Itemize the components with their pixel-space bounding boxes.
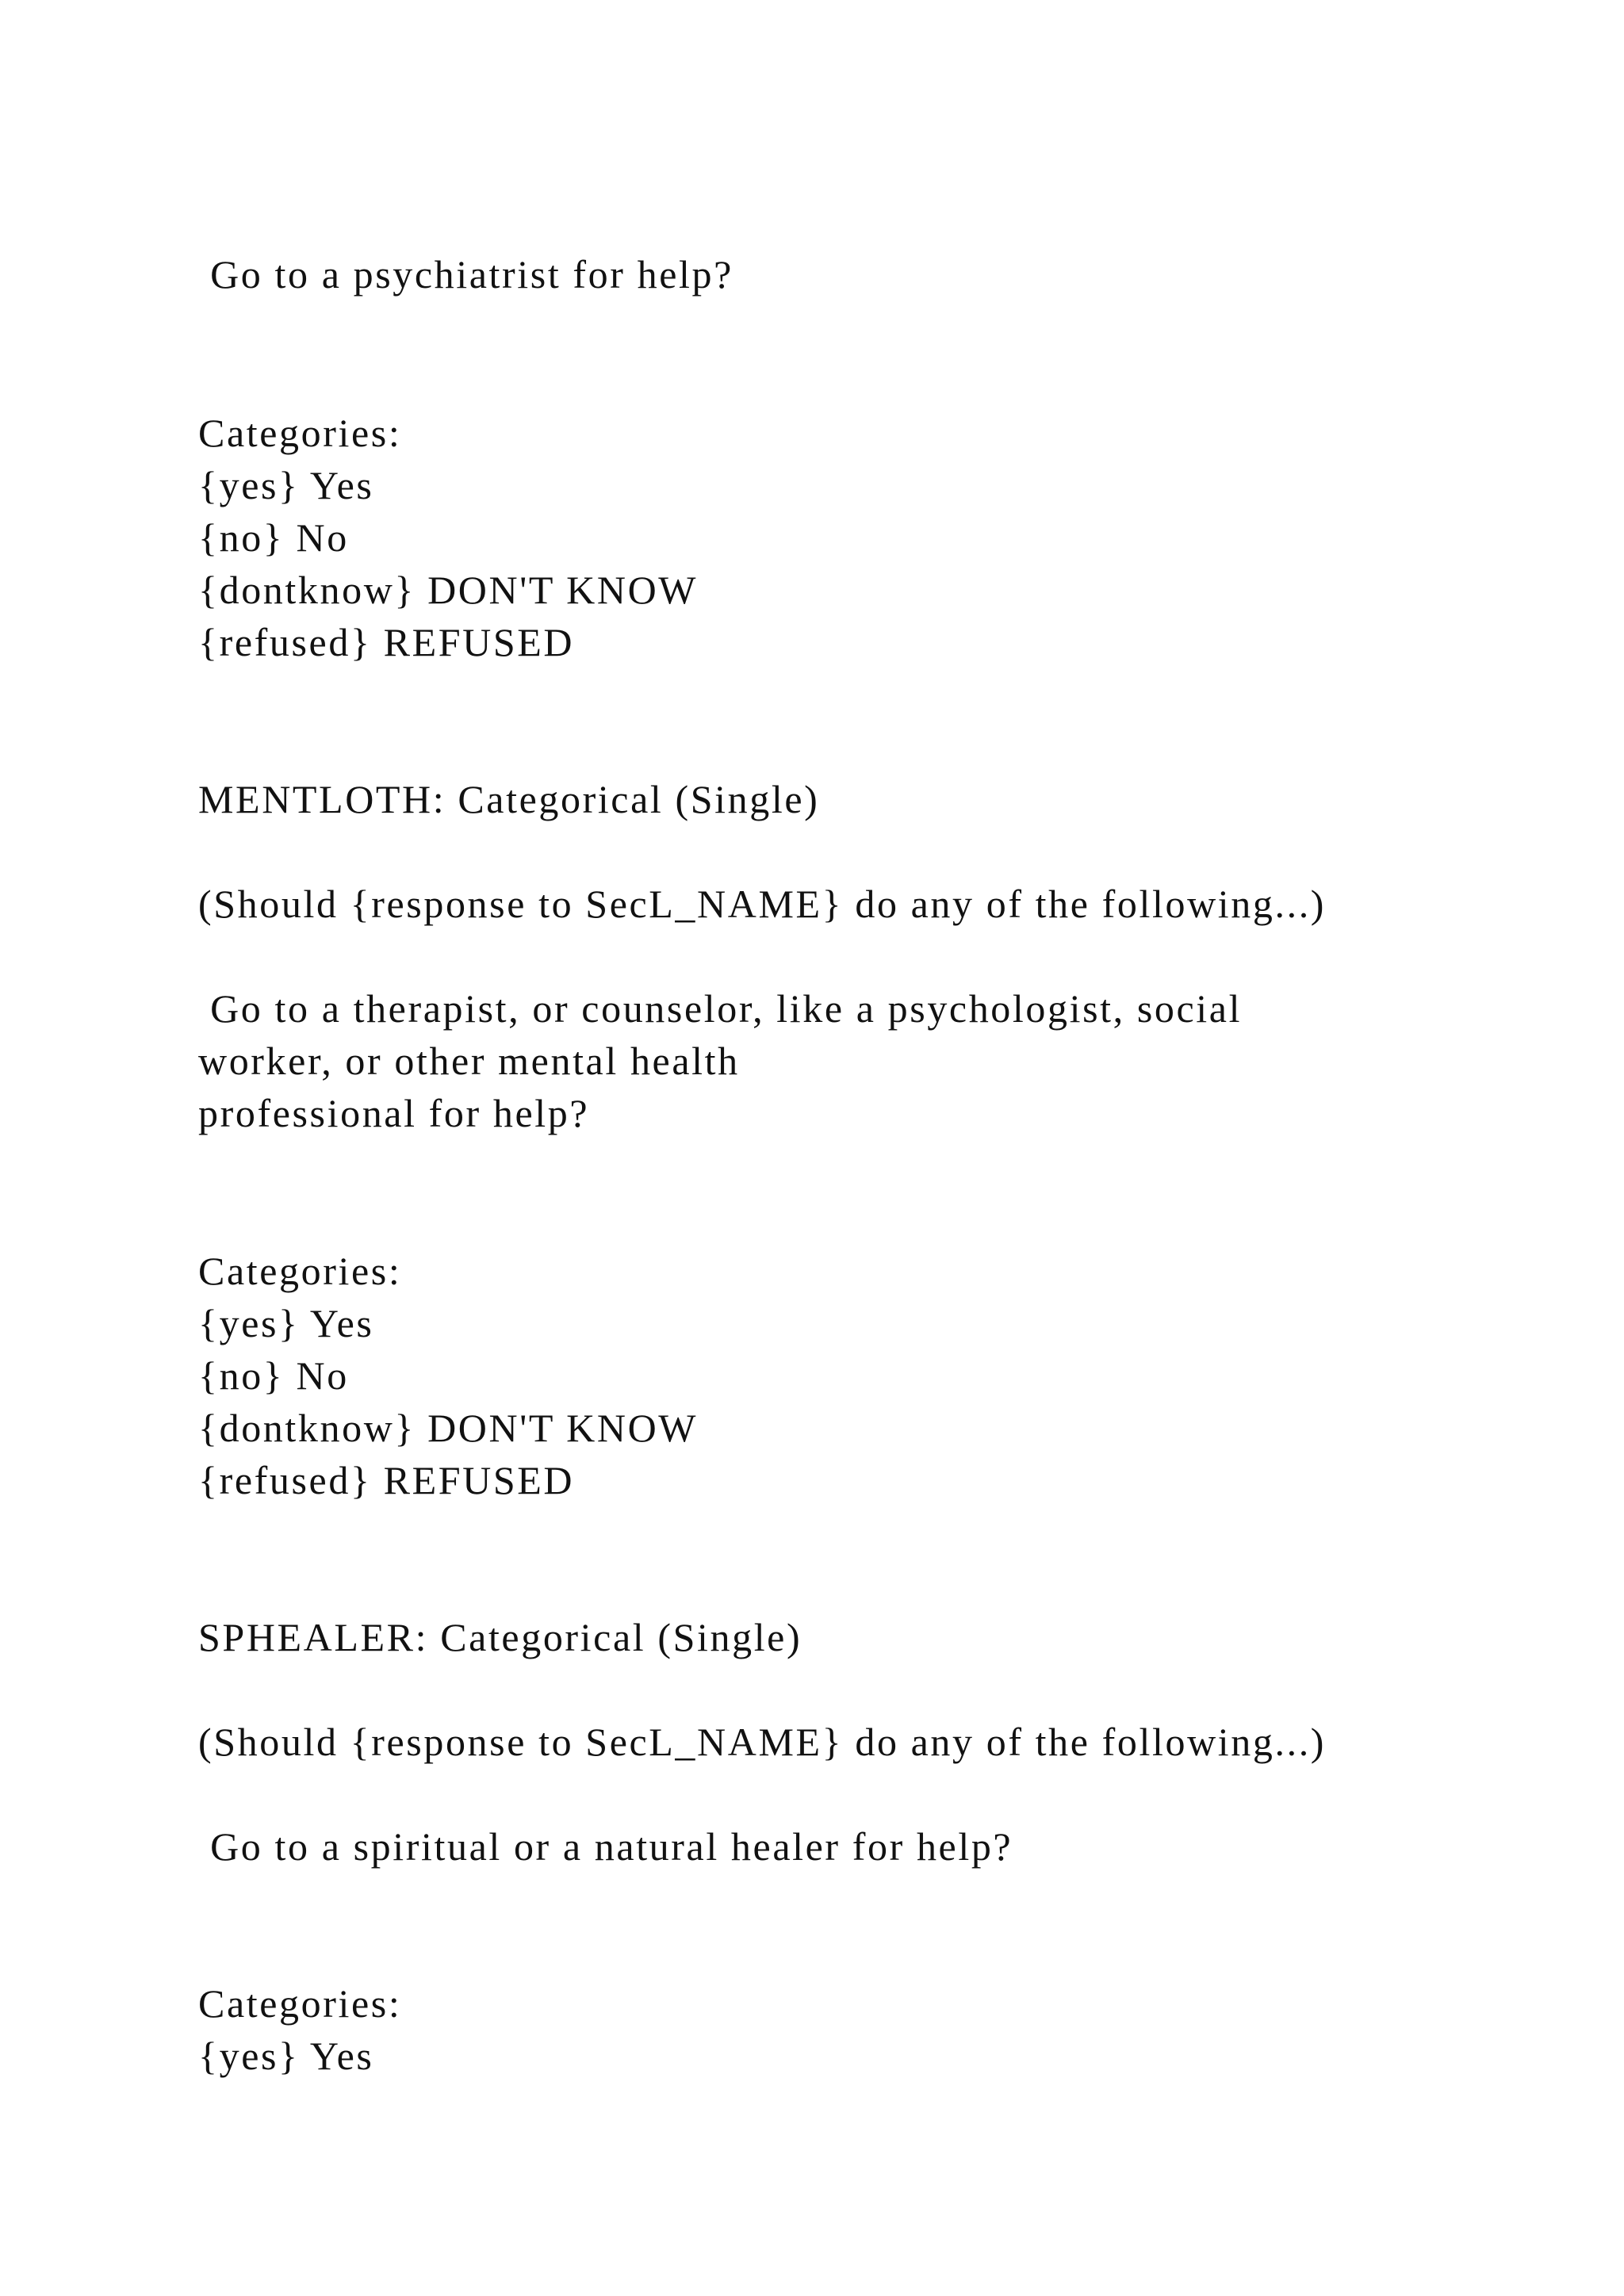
question-text: Go to a psychiatrist for help? (198, 252, 733, 297)
category-item: {yes} Yes (198, 1301, 374, 1345)
category-item: {no} No (198, 515, 349, 560)
variable-header: SPHEALER: Categorical (Single) (198, 1615, 802, 1659)
categories-label: Categories: (198, 1249, 402, 1293)
categories-label: Categories: (198, 1981, 402, 2026)
question-text: Go to a spiritual or a natural healer for help? (198, 1824, 1013, 1869)
variable-header: MENTLOTH: Categorical (Single) (198, 777, 820, 821)
category-item: {dontknow} DON'T KNOW (198, 568, 699, 612)
question-text-line: Go to a therapist, or counselor, like a psychologist, social (198, 986, 1243, 1031)
categories-label: Categories: (198, 411, 402, 455)
category-item: {no} No (198, 1353, 349, 1398)
category-item: {dontknow} DON'T KNOW (198, 1406, 699, 1450)
category-item: {refused} REFUSED (198, 1458, 575, 1502)
question-text-line: worker, or other mental health (198, 1039, 740, 1083)
category-item: {yes} Yes (198, 463, 374, 507)
category-item: {refused} REFUSED (198, 620, 575, 664)
question-text-line: professional for help? (198, 1091, 590, 1135)
question-prompt: (Should {response to SecL_NAME} do any of the following...) (198, 882, 1327, 926)
category-item: {yes} Yes (198, 2034, 374, 2078)
question-prompt: (Should {response to SecL_NAME} do any of the following...) (198, 1720, 1327, 1764)
